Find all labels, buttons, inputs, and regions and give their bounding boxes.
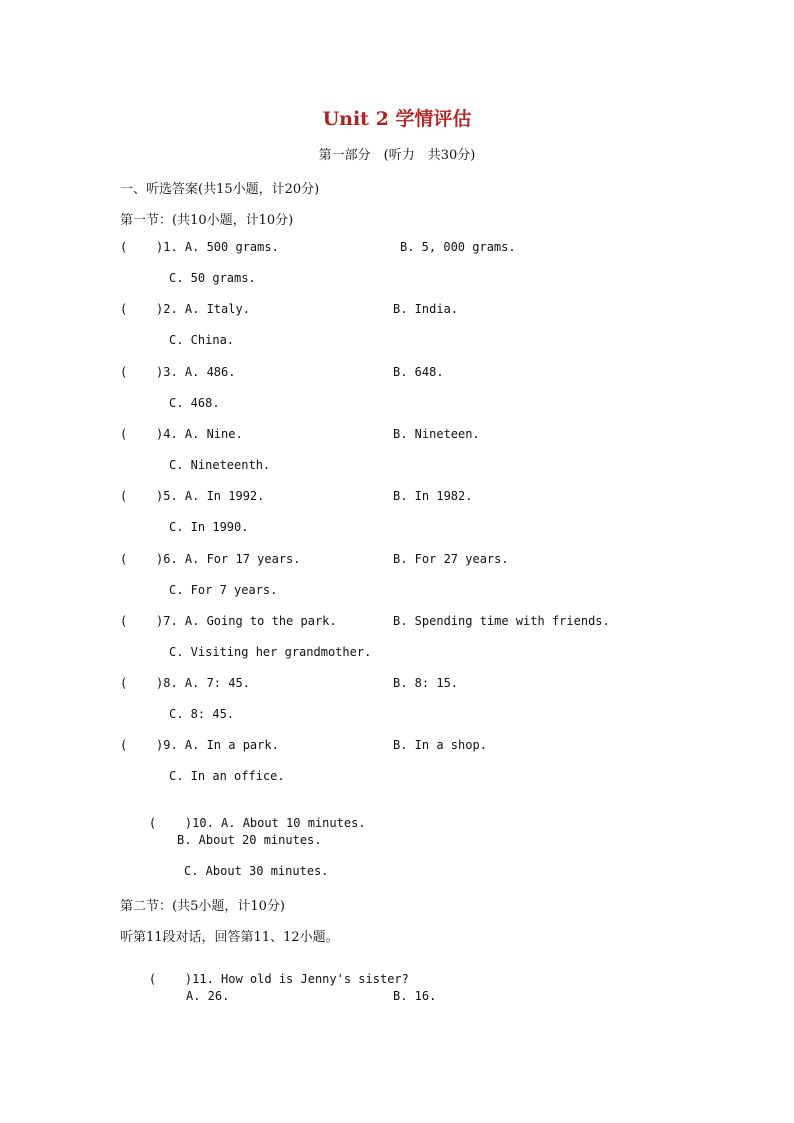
option-b: B. 8: 15. [393,676,459,690]
question-item [120,552,301,566]
option-a: )1. A. 500 grams. [156,240,279,254]
option-c: C. China. [169,333,235,347]
option-b: B. 5, 000 grams. [400,240,516,254]
option-a: )3. A. 486. [156,365,236,379]
option-a: )4. A. Nine. [156,427,243,441]
question-item [120,365,235,379]
option-c: C. Visiting her grandmother. [169,645,372,659]
option-a: )6. A. For 17 years. [156,552,301,566]
question-stem: )10. A. About 10 minutes. [184,816,366,830]
answer-paren: ( [148,816,157,830]
option-a: )2. A. Italy. [156,302,250,316]
option-a: A. 26. [186,989,230,1003]
option-b: B. About 20 minutes. [177,833,322,847]
option-b: B. 16. [393,989,437,1003]
subsection-heading: 第二节：(共5小题，计10分) [120,899,285,914]
option-b: B. For 27 years. [393,552,509,566]
option-a: )7. A. Going to the park. [156,614,337,628]
option-c: C. For 7 years. [169,583,278,597]
option-b: B. Nineteen. [393,427,480,441]
option-c: C. About 30 minutes. [184,864,329,878]
answer-paren: ( [120,676,128,690]
option-c: C. Nineteenth. [169,458,271,472]
option-c: C. 50 grams. [169,271,256,285]
option-a: )8. A. 7: 45. [156,676,250,690]
dialogue-instruction: 听第11段对话，回答第11、12小题。 [120,930,339,945]
answer-paren: ( [120,365,128,379]
question-item [120,240,279,254]
option-c: C. 8: 45. [169,707,235,721]
answer-paren: ( [120,240,128,254]
question-11 [120,958,409,1000]
option-c: C. 468. [169,396,220,410]
option-b: B. India. [393,302,459,316]
option-b: B. In a shop. [393,738,487,752]
answer-paren: ( [120,614,128,628]
question-item [120,738,279,752]
question-item [120,676,250,690]
option-c: C. In 1990. [169,520,249,534]
option-c: C. In an office. [169,769,285,783]
question-item [120,614,337,628]
subsection-heading: 第一节：(共10小题，计10分) [120,213,294,228]
question-item [120,427,243,441]
question-item [120,489,264,503]
option-b: B. 648. [393,365,444,379]
question-stem: )11. How old is Jenny's sister? [184,972,409,986]
answer-paren: ( [120,489,128,503]
answer-paren: ( [120,552,128,566]
option-a: )9. A. In a park. [156,738,279,752]
page-title: Unit 2 学情评估 [322,108,472,130]
question-item [120,302,250,316]
answer-paren: ( [120,427,128,441]
option-a: )5. A. In 1992. [156,489,265,503]
answer-paren: ( [148,972,157,986]
part-heading: 第一部分 (听力 共30分) [318,148,476,163]
answer-paren: ( [120,302,128,316]
option-b: B. In 1982. [393,489,473,503]
section-heading: 一、听选答案(共15小题，计20分) [120,182,320,197]
answer-paren: ( [120,738,128,752]
option-b: B. Spending time with friends. [393,614,610,628]
